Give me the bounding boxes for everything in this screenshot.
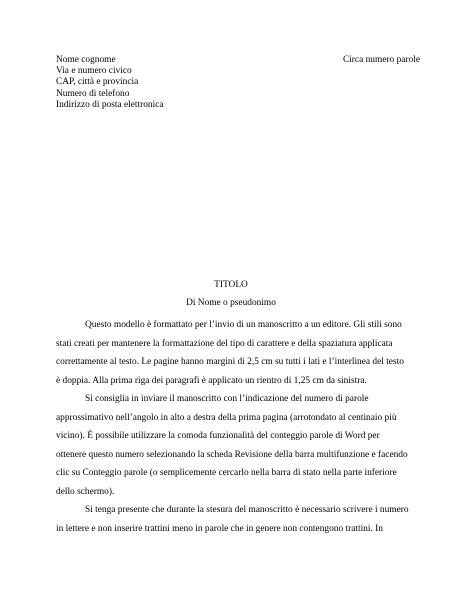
paragraph-line: Si consiglia in inviare il manoscritto con l’indicazione del numero di parole — [85, 394, 369, 404]
manuscript-title: TITOLO — [214, 280, 248, 290]
author-city: CAP, città e provincia — [56, 77, 139, 88]
paragraph-line: dello schermo). — [56, 486, 115, 497]
paragraph-line: clic su Conteggio parole (o semplicemente cercarlo nella barra di stato nella parte inferiore — [56, 468, 397, 478]
paragraph-line: Questo modello è formattato per l’invio di un manoscritto a un editore. Gli stili sono — [85, 320, 402, 330]
paragraph-line: in lettere e non inserire trattini meno in parole che in genere non contengono trattini. In — [56, 523, 383, 534]
paragraph-3 — [56, 501, 408, 538]
author-email: Indirizzo di posta elettronica — [56, 99, 164, 110]
author-name: Nome cognome — [56, 55, 116, 65]
paragraph-line: vicino). È possibile utilizzare la comoda funzionalità del conteggio parole di Word per — [56, 431, 380, 441]
author-address: Via e numero civico — [56, 66, 132, 77]
paragraph-line: Si tenga presente che durante la stesura del manoscritto è necessario scrivere i numero — [85, 505, 409, 515]
author-phone: Numero di telefono — [56, 88, 130, 99]
paragraph-1 — [56, 316, 408, 390]
paragraph-2 — [56, 390, 408, 501]
paragraph-line: correttamente al testo. Le pagine hanno margini di 2,5 cm su tutti i lati e l’interlinea del testo — [56, 357, 404, 367]
manuscript-body — [56, 316, 408, 538]
paragraph-line: ottenere questo numero selezionando la scheda Revisione della barra multifunzione e facendo — [56, 449, 408, 460]
paragraph-line: stati creati per mantenere la formattazione del tipo di carattere e della spaziatura applicata — [56, 338, 393, 349]
author-contact-block — [56, 55, 164, 111]
paragraph-line: approssimativo nell’angolo in alto a destra della prima pagina (arrotondato al centinaio più — [56, 412, 397, 423]
manuscript-byline: Di Nome o pseudonimo — [186, 298, 276, 308]
word-count: Circa numero parole — [342, 55, 420, 65]
paragraph-line: è doppia. Alla prima riga dei paragrafi è applicato un rientro di 1,25 cm da sinistra. — [56, 375, 367, 386]
